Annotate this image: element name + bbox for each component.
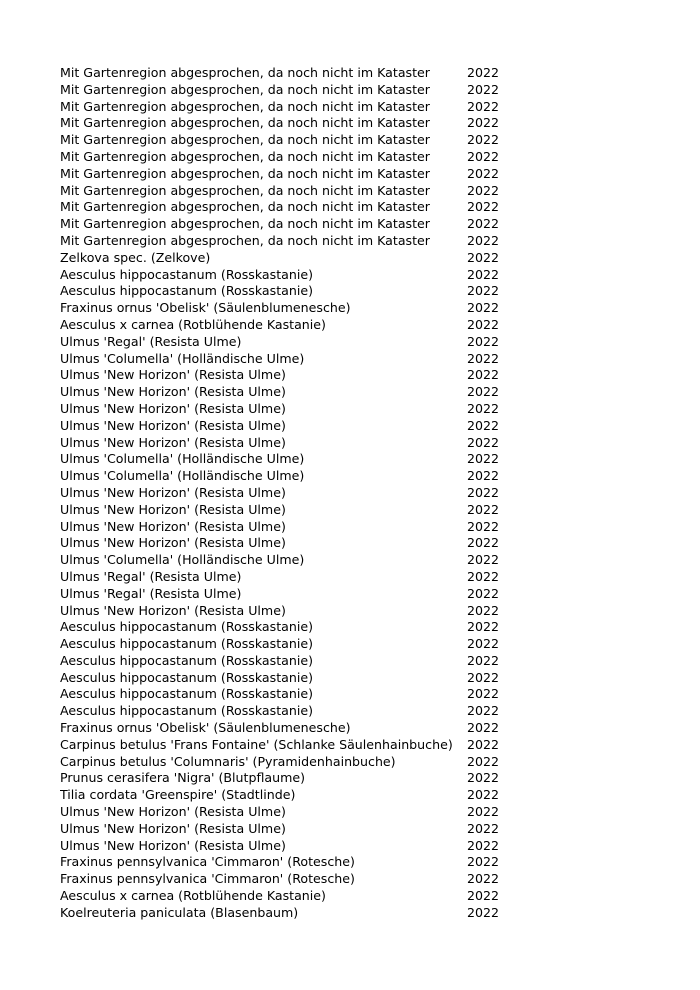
tree-name-cell: Ulmus 'Columella' (Holländische Ulme) xyxy=(60,552,305,568)
year-cell: 2022 xyxy=(467,652,500,668)
year-cell: 2022 xyxy=(467,350,500,366)
table-row xyxy=(60,132,520,149)
year-cell: 2022 xyxy=(467,316,500,332)
table-row xyxy=(60,603,520,620)
table-row xyxy=(60,854,520,871)
tree-name-cell: Ulmus 'Regal' (Resista Ulme) xyxy=(60,585,242,601)
tree-name-cell: Mit Gartenregion abgesprochen, da noch nicht im Kataster xyxy=(60,81,430,97)
table-row xyxy=(60,367,520,384)
year-cell: 2022 xyxy=(467,98,500,114)
year-cell: 2022 xyxy=(467,132,500,148)
year-cell: 2022 xyxy=(467,81,500,97)
tree-name-cell: Mit Gartenregion abgesprochen, da noch nicht im Kataster xyxy=(60,115,430,131)
tree-name-cell: Ulmus 'New Horizon' (Resista Ulme) xyxy=(60,535,286,551)
tree-name-cell: Ulmus 'Regal' (Resista Ulme) xyxy=(60,333,242,349)
year-cell: 2022 xyxy=(467,451,500,467)
table-row xyxy=(60,535,520,552)
year-cell: 2022 xyxy=(467,384,500,400)
table-row xyxy=(60,250,520,267)
tree-name-cell: Aesculus hippocastanum (Rosskastanie) xyxy=(60,686,313,702)
tree-name-cell: Carpinus betulus 'Frans Fontaine' (Schlanke Säulenhainbuche) xyxy=(60,736,453,752)
tree-name-cell: Carpinus betulus 'Columnaris' (Pyramidenhainbuche) xyxy=(60,753,396,769)
year-cell: 2022 xyxy=(467,804,500,820)
year-cell: 2022 xyxy=(467,619,500,635)
table-row xyxy=(60,888,520,905)
tree-name-cell: Mit Gartenregion abgesprochen, da noch nicht im Kataster xyxy=(60,132,430,148)
tree-name-cell: Ulmus 'New Horizon' (Resista Ulme) xyxy=(60,518,286,534)
tree-name-cell: Aesculus hippocastanum (Rosskastanie) xyxy=(60,619,313,635)
year-cell: 2022 xyxy=(467,400,500,416)
year-cell: 2022 xyxy=(467,854,500,870)
table-row xyxy=(60,199,520,216)
table-row xyxy=(60,502,520,519)
year-cell: 2022 xyxy=(467,266,500,282)
table-row xyxy=(60,435,520,452)
year-cell: 2022 xyxy=(467,837,500,853)
year-cell: 2022 xyxy=(467,753,500,769)
tree-name-cell: Zelkova spec. (Zelkove) xyxy=(60,249,211,265)
year-cell: 2022 xyxy=(467,888,500,904)
table-row xyxy=(60,619,520,636)
tree-name-cell: Ulmus 'New Horizon' (Resista Ulme) xyxy=(60,367,286,383)
year-cell: 2022 xyxy=(467,434,500,450)
table-row xyxy=(60,183,520,200)
tree-name-cell: Ulmus 'New Horizon' (Resista Ulme) xyxy=(60,384,286,400)
table-row xyxy=(60,149,520,166)
tree-name-cell: Ulmus 'Regal' (Resista Ulme) xyxy=(60,568,242,584)
year-cell: 2022 xyxy=(467,417,500,433)
tree-name-cell: Aesculus hippocastanum (Rosskastanie) xyxy=(60,669,313,685)
year-cell: 2022 xyxy=(467,820,500,836)
year-cell: 2022 xyxy=(467,65,500,80)
table-row xyxy=(60,787,520,804)
year-cell: 2022 xyxy=(467,249,500,265)
table-row xyxy=(60,283,520,300)
tree-name-cell: Ulmus 'New Horizon' (Resista Ulme) xyxy=(60,501,286,517)
table-row xyxy=(60,115,520,132)
year-cell: 2022 xyxy=(467,720,500,736)
year-cell: 2022 xyxy=(467,283,500,299)
year-cell: 2022 xyxy=(467,484,500,500)
year-cell: 2022 xyxy=(467,787,500,803)
tree-name-cell: Mit Gartenregion abgesprochen, da noch nicht im Kataster xyxy=(60,148,430,164)
tree-name-cell: Ulmus 'Columella' (Holländische Ulme) xyxy=(60,451,305,467)
table-row xyxy=(60,468,520,485)
year-cell: 2022 xyxy=(467,518,500,534)
year-cell: 2022 xyxy=(467,300,500,316)
table-row xyxy=(60,317,520,334)
table-row xyxy=(60,821,520,838)
tree-name-cell: Aesculus hippocastanum (Rosskastanie) xyxy=(60,283,313,299)
year-cell: 2022 xyxy=(467,216,500,232)
tree-name-cell: Mit Gartenregion abgesprochen, da noch nicht im Kataster xyxy=(60,65,430,80)
table-row xyxy=(60,99,520,116)
year-cell: 2022 xyxy=(467,736,500,752)
table-row xyxy=(60,770,520,787)
year-cell: 2022 xyxy=(467,585,500,601)
tree-name-cell: Ulmus 'Columella' (Holländische Ulme) xyxy=(60,350,305,366)
table-row xyxy=(60,586,520,603)
year-cell: 2022 xyxy=(467,703,500,719)
tree-name-cell: Mit Gartenregion abgesprochen, da noch nicht im Kataster xyxy=(60,165,430,181)
table-row xyxy=(60,670,520,687)
tree-name-cell: Aesculus hippocastanum (Rosskastanie) xyxy=(60,703,313,719)
year-cell: 2022 xyxy=(467,501,500,517)
tree-name-cell: Fraxinus ornus 'Obelisk' (Säulenblumenesche) xyxy=(60,300,351,316)
year-cell: 2022 xyxy=(467,602,500,618)
tree-name-cell: Ulmus 'New Horizon' (Resista Ulme) xyxy=(60,820,286,836)
tree-name-cell: Aesculus hippocastanum (Rosskastanie) xyxy=(60,266,313,282)
table-row xyxy=(60,300,520,317)
table-row xyxy=(60,519,520,536)
table-row xyxy=(60,418,520,435)
table-row xyxy=(60,636,520,653)
table-row xyxy=(60,82,520,99)
tree-name-cell: Mit Gartenregion abgesprochen, da noch nicht im Kataster xyxy=(60,199,430,215)
table-row xyxy=(60,216,520,233)
table-row xyxy=(60,451,520,468)
tree-name-cell: Mit Gartenregion abgesprochen, da noch nicht im Kataster xyxy=(60,216,430,232)
tree-name-cell: Mit Gartenregion abgesprochen, da noch nicht im Kataster xyxy=(60,232,430,248)
table-row xyxy=(60,754,520,771)
tree-name-cell: Aesculus x carnea (Rotblühende Kastanie) xyxy=(60,888,326,904)
year-cell: 2022 xyxy=(467,232,500,248)
year-cell: 2022 xyxy=(467,568,500,584)
table-row xyxy=(60,838,520,855)
year-cell: 2022 xyxy=(467,165,500,181)
table-row xyxy=(60,485,520,502)
tree-name-cell: Fraxinus pennsylvanica 'Cimmaron' (Rotesche) xyxy=(60,854,355,870)
year-cell: 2022 xyxy=(467,552,500,568)
table-row xyxy=(60,334,520,351)
tree-name-cell: Ulmus 'New Horizon' (Resista Ulme) xyxy=(60,837,286,853)
year-cell: 2022 xyxy=(467,182,500,198)
tree-name-cell: Prunus cerasifera 'Nigra' (Blutpflaume) xyxy=(60,770,306,786)
table-row xyxy=(60,384,520,401)
year-cell: 2022 xyxy=(467,686,500,702)
year-cell: 2022 xyxy=(467,904,500,920)
tree-name-cell: Ulmus 'New Horizon' (Resista Ulme) xyxy=(60,484,286,500)
tree-name-cell: Mit Gartenregion abgesprochen, da noch nicht im Kataster xyxy=(60,98,430,114)
tree-name-cell: Aesculus x carnea (Rotblühende Kastanie) xyxy=(60,316,326,332)
table-row xyxy=(60,720,520,737)
table-row xyxy=(60,401,520,418)
table-row xyxy=(60,686,520,703)
tree-name-cell: Ulmus 'New Horizon' (Resista Ulme) xyxy=(60,434,286,450)
tree-name-cell: Aesculus hippocastanum (Rosskastanie) xyxy=(60,636,313,652)
year-cell: 2022 xyxy=(467,148,500,164)
tree-name-cell: Ulmus 'New Horizon' (Resista Ulme) xyxy=(60,400,286,416)
tree-name-cell: Aesculus hippocastanum (Rosskastanie) xyxy=(60,652,313,668)
tree-name-cell: Fraxinus pennsylvanica 'Cimmaron' (Rotesche) xyxy=(60,871,355,887)
year-cell: 2022 xyxy=(467,115,500,131)
table-row xyxy=(60,653,520,670)
year-cell: 2022 xyxy=(467,636,500,652)
table-row xyxy=(60,351,520,368)
table-row xyxy=(60,905,520,922)
table-row xyxy=(60,552,520,569)
tree-name-cell: Mit Gartenregion abgesprochen, da noch nicht im Kataster xyxy=(60,182,430,198)
tree-name-cell: Ulmus 'New Horizon' (Resista Ulme) xyxy=(60,417,286,433)
year-cell: 2022 xyxy=(467,333,500,349)
table-row xyxy=(60,871,520,888)
year-cell: 2022 xyxy=(467,871,500,887)
year-cell: 2022 xyxy=(467,468,500,484)
table-row xyxy=(60,804,520,821)
year-cell: 2022 xyxy=(467,199,500,215)
tree-name-cell: Ulmus 'New Horizon' (Resista Ulme) xyxy=(60,804,286,820)
tree-name-cell: Koelreuteria paniculata (Blasenbaum) xyxy=(60,904,299,920)
table-row xyxy=(60,569,520,586)
tree-name-cell: Ulmus 'New Horizon' (Resista Ulme) xyxy=(60,602,286,618)
year-cell: 2022 xyxy=(467,367,500,383)
table-row xyxy=(60,737,520,754)
tree-name-cell: Ulmus 'Columella' (Holländische Ulme) xyxy=(60,468,305,484)
table-row xyxy=(60,233,520,250)
table-row xyxy=(60,703,520,720)
year-cell: 2022 xyxy=(467,669,500,685)
tree-list xyxy=(60,65,520,922)
table-row xyxy=(60,267,520,284)
table-row xyxy=(60,166,520,183)
table-row xyxy=(60,65,520,82)
tree-name-cell: Tilia cordata 'Greenspire' (Stadtlinde) xyxy=(60,787,296,803)
tree-name-cell: Fraxinus ornus 'Obelisk' (Säulenblumenesche) xyxy=(60,720,351,736)
year-cell: 2022 xyxy=(467,535,500,551)
year-cell: 2022 xyxy=(467,770,500,786)
